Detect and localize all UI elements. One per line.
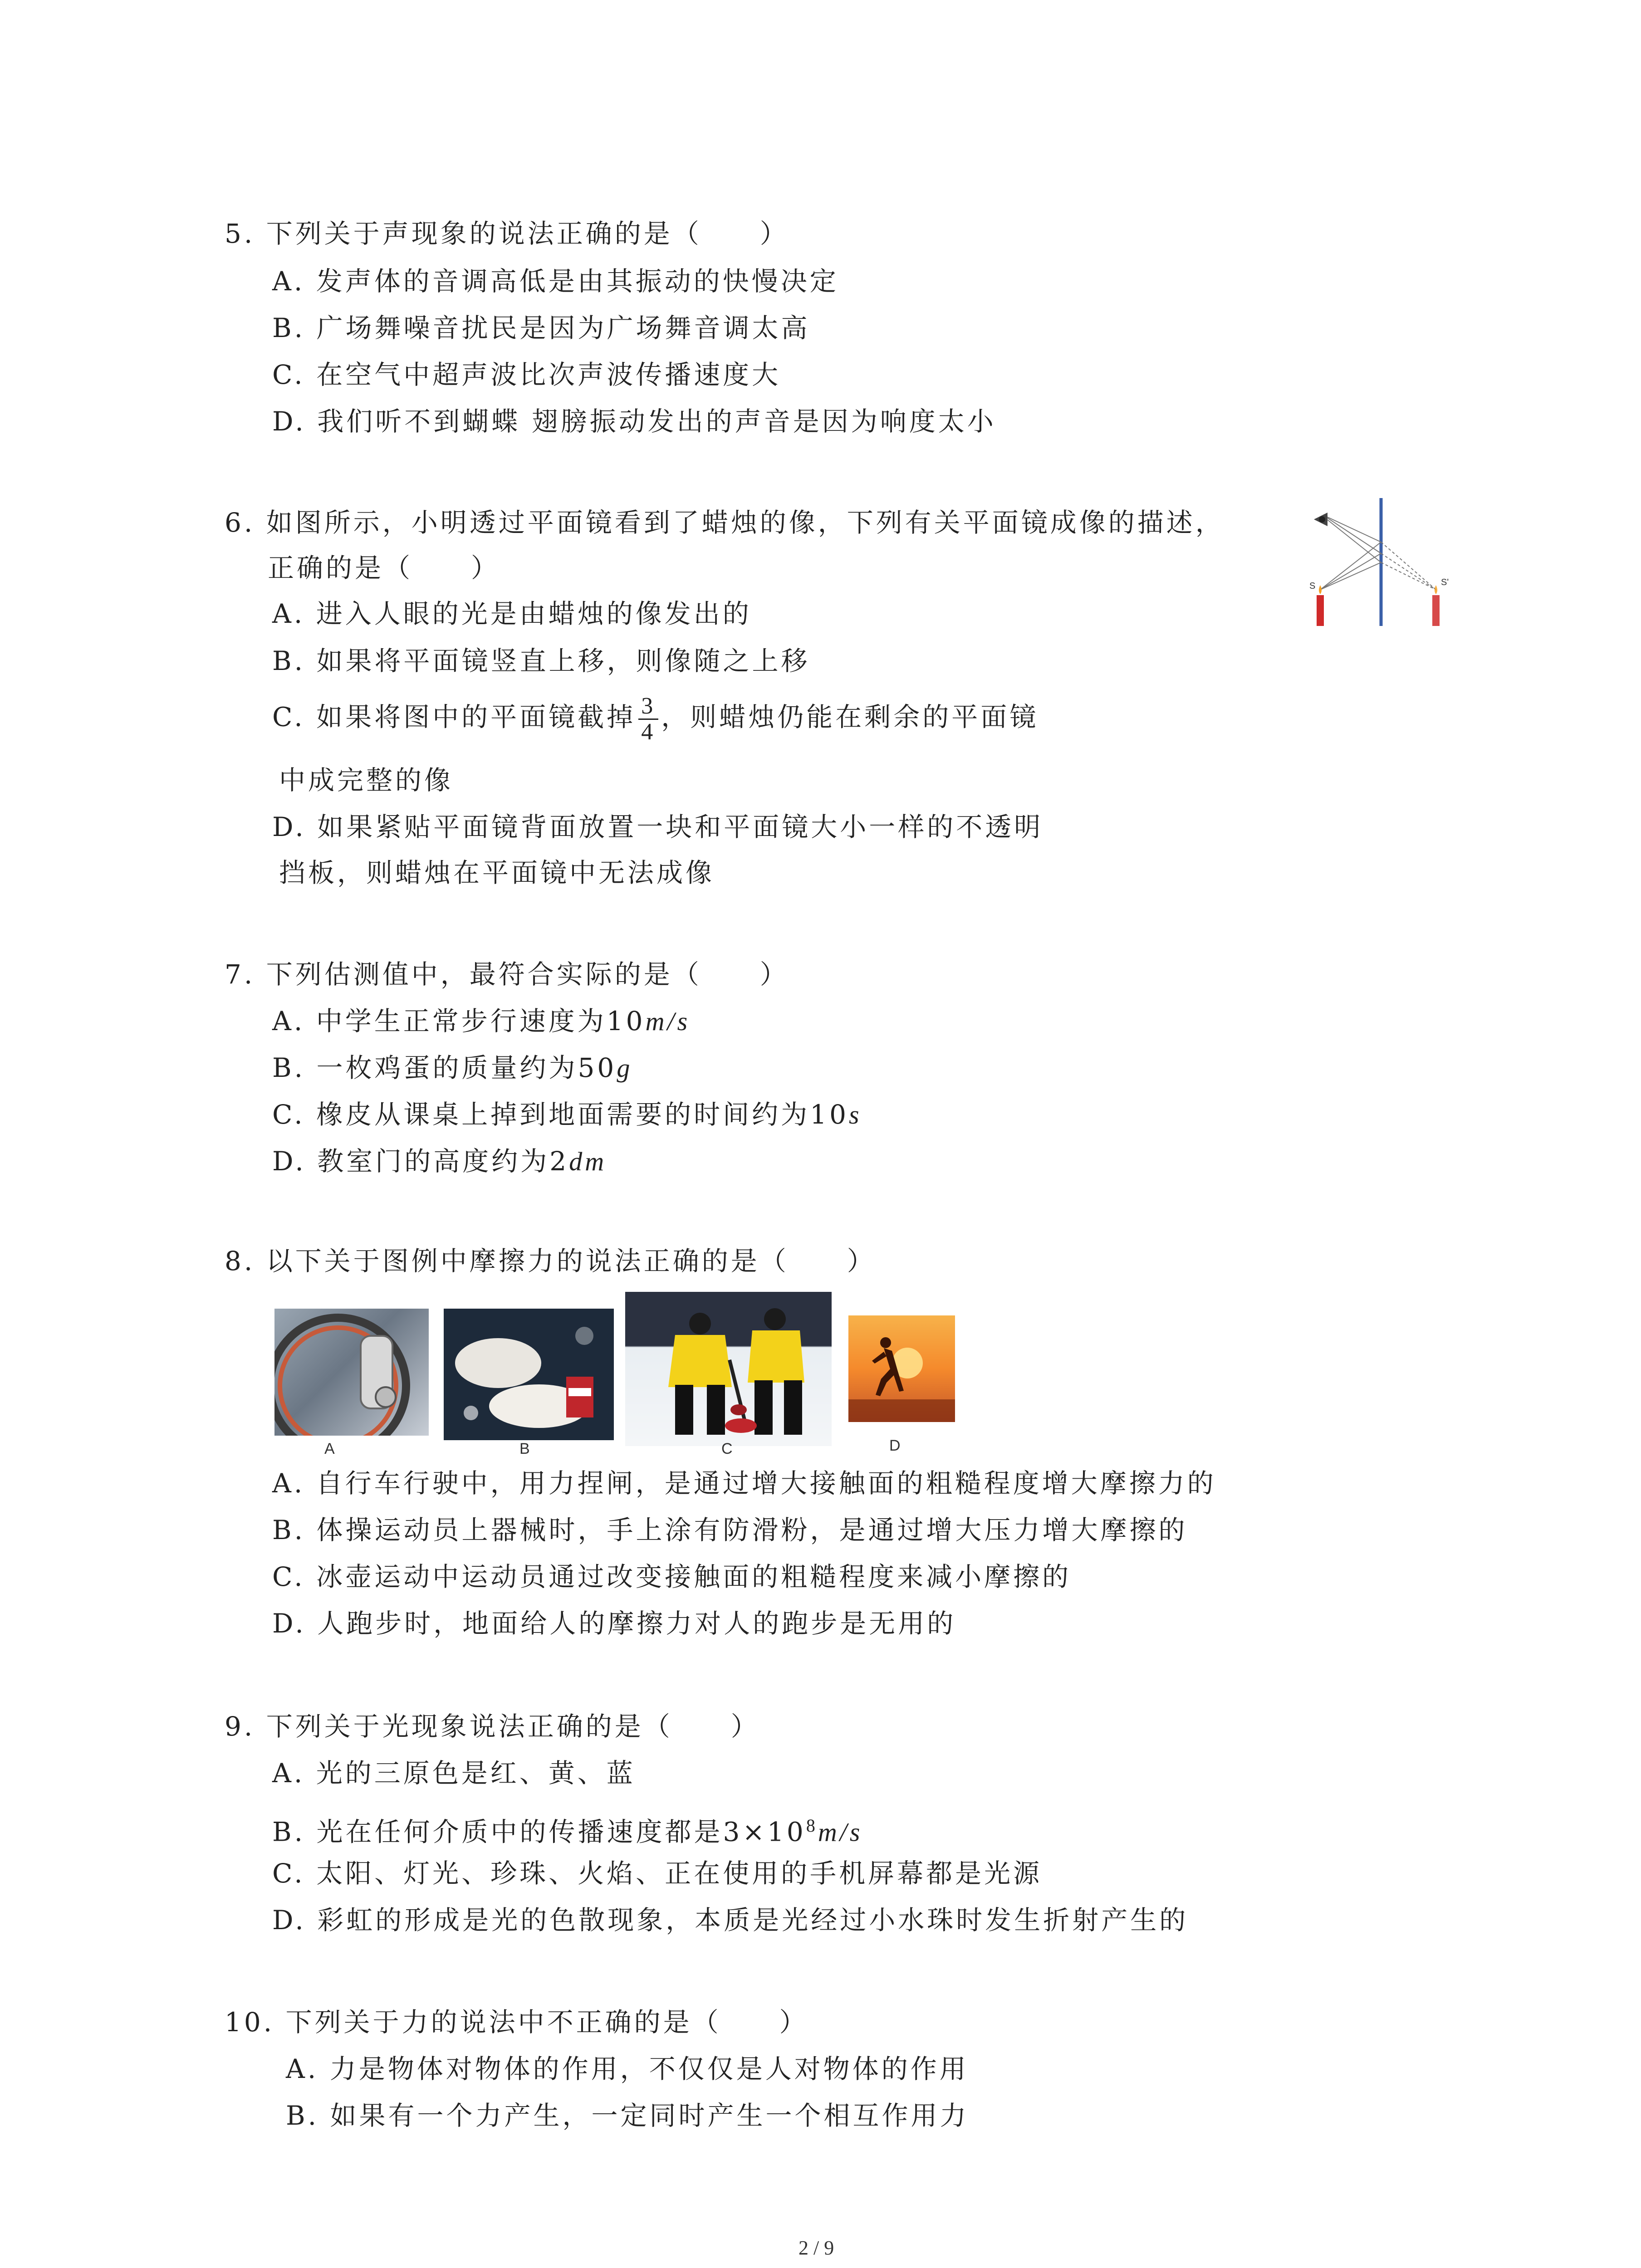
photo-bicycle-brake	[274, 1309, 429, 1436]
q7-option-a-text: A. 中学生正常步行速度为10	[272, 1006, 646, 1036]
q7-option-c	[272, 1096, 862, 1133]
unit: m/s	[818, 1817, 863, 1847]
q6-option-c-text: C. 如果将图中的平面镜截掉	[272, 701, 636, 733]
q8-stem: 8. 以下关于图例中摩擦力的说法正确的是（ ）	[225, 1246, 876, 1276]
label-s: S	[1309, 581, 1316, 591]
q9-option-c: C. 太阳、灯光、珍珠、火焰、正在使用的手机屏幕都是光源	[272, 1858, 1043, 1889]
bicycle-brake-icon	[274, 1309, 429, 1436]
q7-option-c-text: C. 橡皮从课桌上掉到地面需要的时间约为10	[272, 1099, 849, 1130]
unit: dm	[569, 1147, 607, 1176]
q6-option-c	[272, 694, 1038, 744]
q7-option-b-text: B. 一枚鸡蛋的质量约为50	[272, 1052, 617, 1083]
q9-stem: 9. 下列关于光现象说法正确的是（ ）	[225, 1711, 760, 1742]
photo-runner	[848, 1315, 955, 1422]
q9-option-a: A. 光的三原色是红、黄、蓝	[272, 1758, 636, 1789]
q5-option-a: A. 发声体的音调高低是由其振动的快慢决定	[272, 266, 839, 297]
fraction	[638, 694, 658, 744]
mirror-diagram	[1307, 494, 1456, 631]
q7-option-d	[272, 1143, 607, 1180]
q8-option-d: D. 人跑步时，地面给人的摩擦力对人的跑步是无用的	[272, 1608, 956, 1639]
q6-stem-line1: 6. 如图所示，小明透过平面镜看到了蜡烛的像，下列有关平面镜成像的描述，	[225, 507, 1225, 538]
runner-silhouette-icon	[848, 1315, 955, 1422]
q9-option-b	[272, 1808, 862, 1850]
q6-option-b: B. 如果将平面镜竖直上移，则像随之上移	[272, 645, 810, 676]
q6-stem-line2: 正确的是（ ）	[268, 552, 500, 583]
photo-gymnast-hands	[444, 1309, 614, 1440]
unit: g	[617, 1053, 633, 1083]
q6-option-d-continued: 挡板，则蜡烛在平面镜中无法成像	[279, 857, 715, 888]
q6-option-a: A. 进入人眼的光是由蜡烛的像发出的	[272, 598, 752, 629]
q5-option-b: B. 广场舞噪音扰民是因为广场舞音调太高	[272, 313, 810, 343]
q9-option-b-text: B. 光在任何介质中的传播速度都是3×10	[272, 1816, 806, 1848]
unit: m/s	[645, 1007, 691, 1036]
image-label-a: A	[324, 1440, 335, 1457]
candle-image-icon	[1432, 585, 1440, 626]
unit: s	[849, 1100, 862, 1129]
q5-option-c: C. 在空气中超声波比次声波传播速度大	[272, 359, 781, 390]
q7-option-b	[272, 1050, 632, 1086]
exponent: 8	[806, 1815, 818, 1836]
curling-players-icon	[625, 1292, 832, 1446]
light-rays	[1320, 517, 1436, 590]
q7-stem: 7. 下列估测值中，最符合实际的是（ ）	[225, 959, 789, 990]
q9-option-d: D. 彩虹的形成是光的色散现象，本质是光经过小水珠时发生折射产生的	[272, 1905, 1189, 1936]
q5-option-d: D. 我们听不到蝴蝶 翅膀振动发出的声音是因为响度太小	[272, 406, 996, 437]
image-label-b: B	[519, 1440, 530, 1457]
q7-option-a	[272, 1003, 690, 1040]
q8-option-b: B. 体操运动员上器械时，手上涂有防滑粉，是通过增大压力增大摩擦的	[272, 1515, 1188, 1545]
photo-curling	[625, 1292, 832, 1446]
candle-icon	[1317, 585, 1324, 626]
q6-option-d: D. 如果紧贴平面镜背面放置一块和平面镜大小一样的不透明	[272, 811, 1043, 842]
q8-option-a: A. 自行车行驶中，用力捏闸，是通过增大接触面的粗糙程度增大摩擦力的	[272, 1468, 1216, 1499]
fraction-numerator: 3	[638, 694, 658, 720]
label-s-prime: S'	[1441, 577, 1449, 587]
chalked-hands-icon	[444, 1309, 614, 1440]
q5-stem: 5. 下列关于声现象的说法正确的是（ ）	[225, 218, 789, 249]
q10-option-a: A. 力是物体对物体的作用，不仅仅是人对物体的作用	[286, 2053, 969, 2084]
q7-option-d-text: D. 教室门的高度约为2	[272, 1146, 569, 1177]
q10-option-b: B. 如果有一个力产生，一定同时产生一个相互作用力	[286, 2100, 969, 2131]
image-label-d: D	[889, 1437, 901, 1454]
eye-icon	[1314, 513, 1327, 526]
page-number: 2 / 9	[798, 2237, 834, 2259]
q8-option-c: C. 冰壶运动中运动员通过改变接触面的粗糙程度来减小摩擦的	[272, 1561, 1072, 1592]
fraction-denominator: 4	[641, 719, 656, 745]
image-label-c: C	[721, 1440, 733, 1457]
q6-option-c-continued: 中成完整的像	[279, 765, 454, 796]
q10-stem: 10. 下列关于力的说法中不正确的是（ ）	[225, 2007, 808, 2038]
q6-option-c-text-post: ，则蜡烛仍能在剩余的平面镜	[661, 701, 1039, 733]
